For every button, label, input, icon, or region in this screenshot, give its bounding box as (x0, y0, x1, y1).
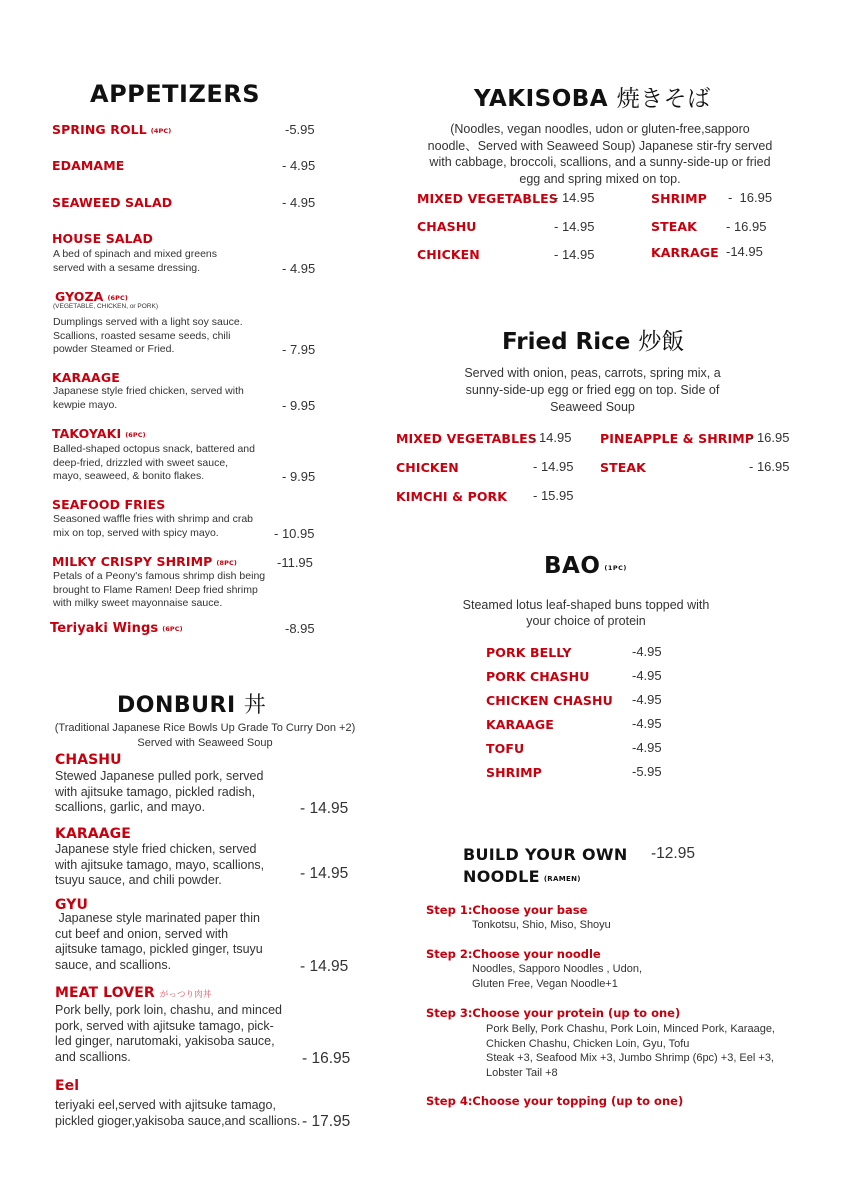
menu-item-karaage: KARAAGE (55, 826, 131, 842)
menu-item-milky-crispy-shrimp (52, 554, 237, 569)
menu-item-seafood-fries: SEAFOOD FRIES (52, 497, 166, 512)
item-description: Japanese style fried chicken, served with kewpie mayo. (53, 385, 244, 411)
menu-item-seaweed-salad: SEAWEED SALAD (52, 195, 173, 210)
item-price: -14.95 (726, 244, 763, 259)
item-description: Seasoned waffle fries with shrimp and crab mix on top, served with spicy mayo. (53, 513, 253, 539)
fried-rice-title (502, 323, 684, 356)
title-text: NOODLE (463, 867, 540, 886)
menu-item-shrimp: SHRIMP (486, 765, 542, 780)
menu-item-karaage: KARAAGE (52, 370, 120, 385)
menu-item-chashu: CHASHU (55, 752, 122, 768)
item-name: MEAT LOVER (55, 985, 155, 1001)
item-name: TAKOYAKI (52, 426, 122, 441)
item-subtitle: (VEGETABLE, CHICKEN, or PORK) (53, 303, 158, 310)
item-description: Petals of a Peony's famous shrimp dish being brought to Flame Ramen! Deep fried shrimp with milky sweet mayonnaise sauce. (53, 570, 266, 609)
menu-item-mixed-vegetables: MIXED VEGETABLES (396, 431, 537, 446)
menu-item-chicken-chashu: CHICKEN CHASHU (486, 693, 613, 708)
item-description: Stewed Japanese pulled pork, served with ajitsuke tamago, pickled radish, scallions, garlic, and mayo. (55, 769, 264, 814)
menu-item-pork-chashu: PORK CHASHU (486, 669, 590, 684)
menu-item-edamame: EDAMAME (52, 158, 125, 173)
menu-item-gyu: GYU (55, 897, 88, 913)
title-text: YAKISOBA (474, 86, 609, 112)
menu-item-pineapple-shrimp: PINEAPPLE & SHRIMP (600, 431, 755, 446)
item-price: - 10.95 (274, 526, 315, 541)
bao-title (544, 553, 627, 579)
menu-item-kimchi-pork: KIMCHI & PORK (396, 489, 508, 504)
item-description: Dumplings served with a light soy sauce. Scallions, roasted sesame seeds, chili powder Steamed or Fried. (53, 316, 243, 355)
item-price: -4.95 (632, 692, 662, 707)
item-description: Balled-shaped octopus snack, battered and deep-fried, drizzled with sweet sauce, mayo, seaweed, & bonito flakes. (53, 443, 255, 482)
title-text: DONBURI (117, 693, 236, 718)
step-2-options: Noodles, Sapporo Noodles , Udon, Gluten Free, Vegan Noodle+1 (472, 963, 642, 990)
title-text: Fried Rice (502, 329, 631, 355)
title-tag: (1PC) (604, 564, 627, 572)
menu-item-takoyaki (52, 426, 146, 441)
step-3-label: Step 3:Choose your protein (up to one) (426, 1006, 681, 1020)
bao-description: Steamed lotus leaf-shaped buns topped with your choice of protein (462, 598, 710, 628)
menu-item-karaage: KARAAGE (486, 717, 554, 732)
item-description: A bed of spinach and mixed greens served with a sesame dressing. (53, 248, 218, 274)
item-tag: (6PC) (125, 431, 146, 439)
menu-item-steak: STEAK (651, 219, 697, 234)
item-description: Japanese style fried chicken, served with ajitsuke tamago, mayo, scallions, tsuyu sauce, and chili powder. (55, 842, 265, 887)
item-price: - 4.95 (282, 195, 316, 210)
title-text: BAO (544, 553, 601, 579)
item-price: -8.95 (285, 621, 315, 636)
item-price: - 16.95 (726, 219, 767, 234)
build-title-line2 (463, 867, 581, 886)
step-3-options: Pork Belly, Pork Chashu, Pork Loin, Minced Pork, Karaage, Chicken Chashu, Chicken Loin, Gyu, Tofu Steak +3, Seafood Mix +3, Jumbo Shrimp (6pc) +3, Eel +3, Lobster Tail +8 (486, 1023, 775, 1079)
item-description: Pork belly, pork loin, chashu, and minced pork, served with ajitsuke tamago, pick- led ginger, narutomaki, yakisoba sauce, and scallions. (55, 1003, 282, 1064)
item-tag: (6PC) (162, 625, 183, 633)
menu-item-chicken: CHICKEN (396, 460, 459, 475)
yakisoba-title (474, 80, 711, 113)
item-name: SPRING ROLL (52, 122, 147, 137)
item-price: - 14.95 (300, 958, 349, 975)
menu-item-karrage: KARRAGE (651, 245, 719, 260)
menu-item-gyoza (55, 289, 128, 304)
item-name: GYOZA (55, 289, 104, 304)
step-4-label: Step 4:Choose your topping (up to one) (426, 1094, 684, 1108)
item-kanji: がっつり肉丼 (159, 990, 212, 1000)
item-price: - 14.95 (533, 459, 574, 474)
step-1-options: Tonkotsu, Shio, Miso, Shoyu (472, 919, 611, 931)
build-title-line1: BUILD YOUR OWN (463, 845, 628, 864)
item-price: - 9.95 (282, 398, 316, 413)
item-price: - 16.95 (749, 459, 790, 474)
item-price: - 16.95 (728, 190, 773, 205)
item-tag: (8PC) (216, 559, 237, 567)
menu-item-house-salad: HOUSE SALAD (52, 231, 153, 246)
menu-item-teriyaki-wings (50, 621, 183, 636)
appetizers-title: APPETIZERS (90, 80, 261, 108)
item-price: - 16.95 (302, 1050, 351, 1067)
item-price: -4.95 (632, 668, 662, 683)
item-price: - 7.95 (282, 342, 316, 357)
donburi-title (117, 688, 266, 719)
item-price: - 17.95 (302, 1113, 351, 1130)
item-tag: (6PC) (107, 294, 128, 302)
donburi-subtitle: (Traditional Japanese Rice Bowls Up Grade To Curry Don +2) Served with Seaweed Soup (54, 722, 356, 749)
item-price: -11.95 (277, 555, 313, 570)
yakisoba-description: (Noodles, vegan noodles, udon or gluten-free,sapporo noodle、Served with Seaweed Soup) Japanese stir-fry served with cabbage, broccoli, scallions, and a sunny-side-up or fried egg and spring mixed on top. (427, 122, 773, 186)
menu-item-spring-roll (52, 122, 171, 137)
item-price: - 15.95 (533, 488, 574, 503)
item-price: - 14.95 (554, 219, 595, 234)
menu-item-chashu: CHASHU (417, 219, 477, 234)
menu-item-steak: STEAK (600, 460, 646, 475)
menu-item-mixed-vegetables: MIXED VEGETABLES (417, 191, 558, 206)
title-kanji: 焼きそば (616, 86, 711, 112)
build-price: -12.95 (651, 845, 695, 862)
item-price: -4.95 (632, 716, 662, 731)
item-tag: (4PC) (150, 127, 172, 135)
item-price: -5.95 (285, 122, 315, 137)
menu-item-tofu: TOFU (486, 741, 525, 756)
item-price: -5.95 (632, 764, 662, 779)
menu-item-eel: Eel (55, 1078, 80, 1094)
step-1-label: Step 1:Choose your base (426, 903, 588, 917)
item-price: -4.95 (632, 644, 662, 659)
item-name: Teriyaki Wings (50, 621, 159, 636)
step-2-label: Step 2:Choose your noodle (426, 947, 601, 961)
item-price: -4.95 (632, 740, 662, 755)
item-description: Japanese style marinated paper thin cut beef and onion, served with ajitsuke tamago, pickled ginger, tsuyu sauce, and scallions. (55, 911, 263, 972)
menu-item-meat-lover (55, 985, 211, 1001)
item-name: MILKY CRISPY SHRIMP (52, 554, 213, 569)
item-price: - 4.95 (282, 261, 316, 276)
item-price: - 4.95 (282, 158, 316, 173)
item-price: - 14.95 (300, 800, 349, 817)
item-price: - 9.95 (282, 469, 316, 484)
item-price: - 14.95 (300, 865, 349, 882)
title-tag: (RAMEN) (543, 875, 581, 883)
item-price: - 14.95 (554, 247, 595, 262)
item-price: - 14.95 (554, 190, 595, 205)
item-price: - 14.95 (531, 430, 572, 445)
title-kanji: 炒飯 (638, 329, 685, 355)
menu-item-shrimp: SHRIMP (651, 191, 707, 206)
item-price: - 16.95 (749, 430, 790, 445)
fried-rice-description: Served with onion, peas, carrots, spring mix, a sunny-side-up egg or fried egg on top. Side of Seaweed Soup (464, 366, 721, 414)
title-kanji: 丼 (243, 693, 267, 718)
menu-item-pork-belly: PORK BELLY (486, 645, 572, 660)
item-description: teriyaki eel,served with ajitsuke tamago, pickled gioger,yakisoba sauce,and scallions. (55, 1098, 301, 1128)
menu-item-chicken: CHICKEN (417, 247, 480, 262)
